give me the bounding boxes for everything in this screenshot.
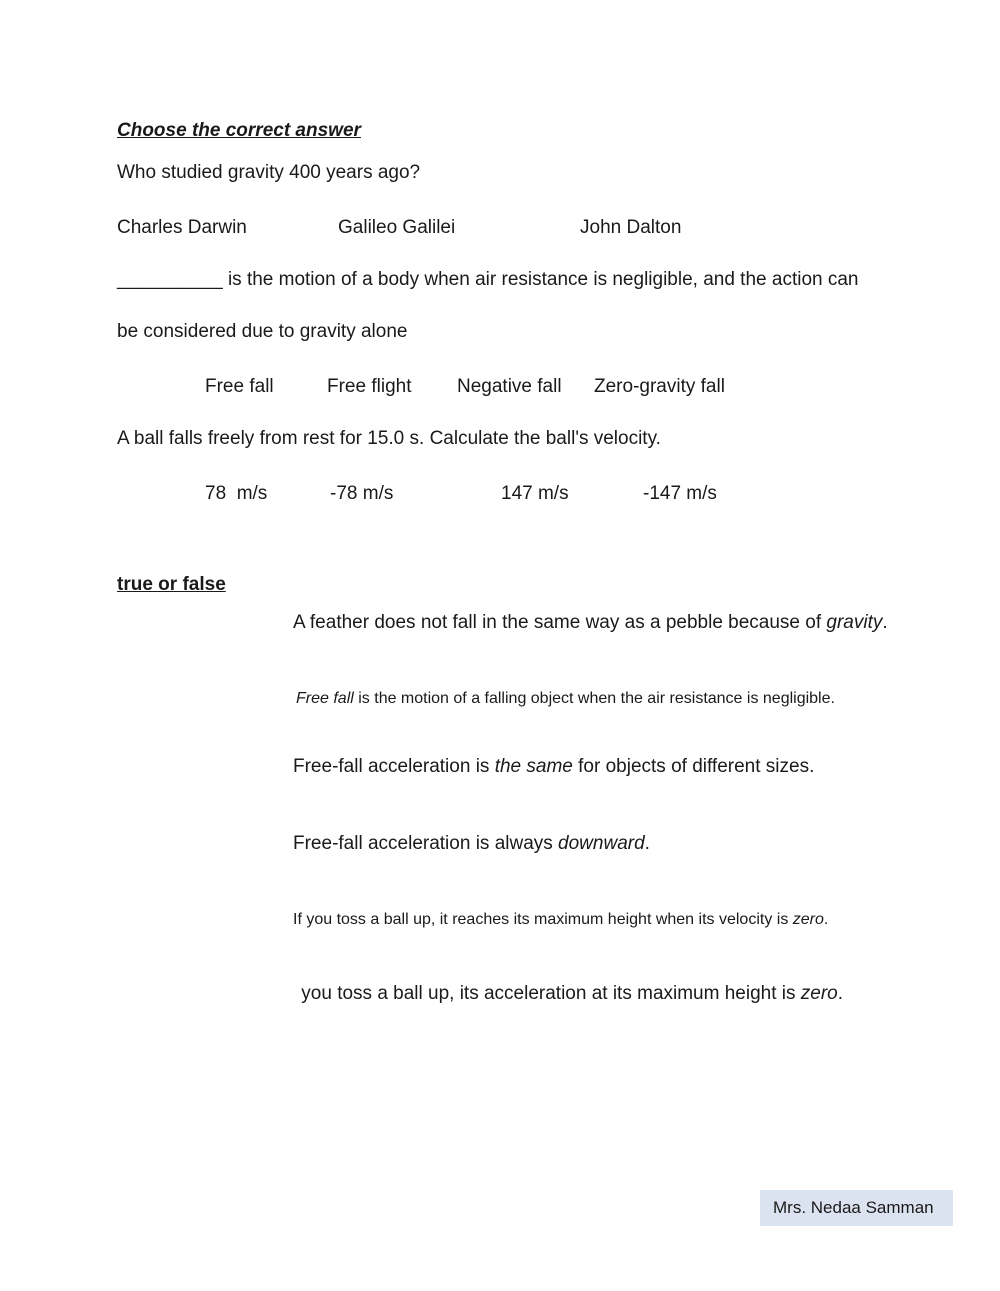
q1-option-john-dalton: John Dalton [580,217,682,238]
q2-option-zero-gravity-fall: Zero-gravity fall [594,376,725,397]
question-1-text: Who studied gravity 400 years ago? [117,162,421,183]
section-heading-multiple-choice: Choose the correct answer [117,120,361,141]
tf-statement-4 [293,832,650,856]
tf-statement-4-emphasis: downward [558,833,645,854]
tf-statement-5-post: . [823,911,829,928]
question-2-text-line-2: be considered due to gravity alone [117,321,408,342]
question-3-text: A ball falls freely from rest for 15.0 s. Calculate the ball's velocity. [117,428,661,449]
q1-option-charles-darwin: Charles Darwin [117,217,247,238]
tf-statement-5-emphasis: zero [792,911,824,928]
tf-statement-3-post: for objects of different sizes. [572,756,815,777]
tf-statement-5-pre: If you toss a ball up, it reaches its maximum height when its velocity is [293,911,793,928]
tf-statement-2 [296,688,835,710]
tf-statement-1-pre: A feather does not fall in the same way as a pebble because of [293,612,827,633]
q2-option-free-fall: Free fall [205,376,274,397]
q3-option-minus-78: -78 m/s [330,483,394,504]
question-2-text-line-1: __________ is the motion of a body when air resistance is negligible, and the action can [117,269,859,290]
section-heading-true-or-false: true or false [117,574,226,595]
tf-statement-3 [293,755,814,779]
tf-statement-6-pre: you toss a ball up, its acceleration at its maximum height is [296,983,801,1004]
q3-option-minus-147: -147 m/s [643,483,717,504]
tf-statement-6-post: . [837,983,844,1004]
tf-statement-2-post: is the motion of a falling object when the air resistance is negligible. [353,690,835,707]
tf-statement-4-pre: Free-fall acceleration is always [293,833,559,854]
tf-statement-5 [293,909,828,931]
tf-statement-3-pre: Free-fall acceleration is [293,756,495,777]
q3-option-147: 147 m/s [501,483,569,504]
q2-option-negative-fall: Negative fall [457,376,562,397]
q2-option-free-flight: Free flight [327,376,412,397]
tf-statement-1 [293,611,888,635]
q1-option-galileo-galilei: Galileo Galilei [338,217,456,238]
author-footer-box [760,1190,953,1226]
tf-statement-3-emphasis: the same [494,756,573,777]
author-name: Mrs. Nedaa Samman [773,1198,934,1217]
tf-statement-1-post: . [882,612,888,633]
tf-statement-2-emphasis: Free fall [296,690,354,707]
q3-option-78: 78 m/s [205,483,268,504]
tf-statement-6-emphasis: zero [800,983,838,1004]
tf-statement-1-emphasis: gravity [826,612,883,633]
tf-statement-4-post: . [644,833,650,854]
tf-statement-6 [296,982,843,1006]
